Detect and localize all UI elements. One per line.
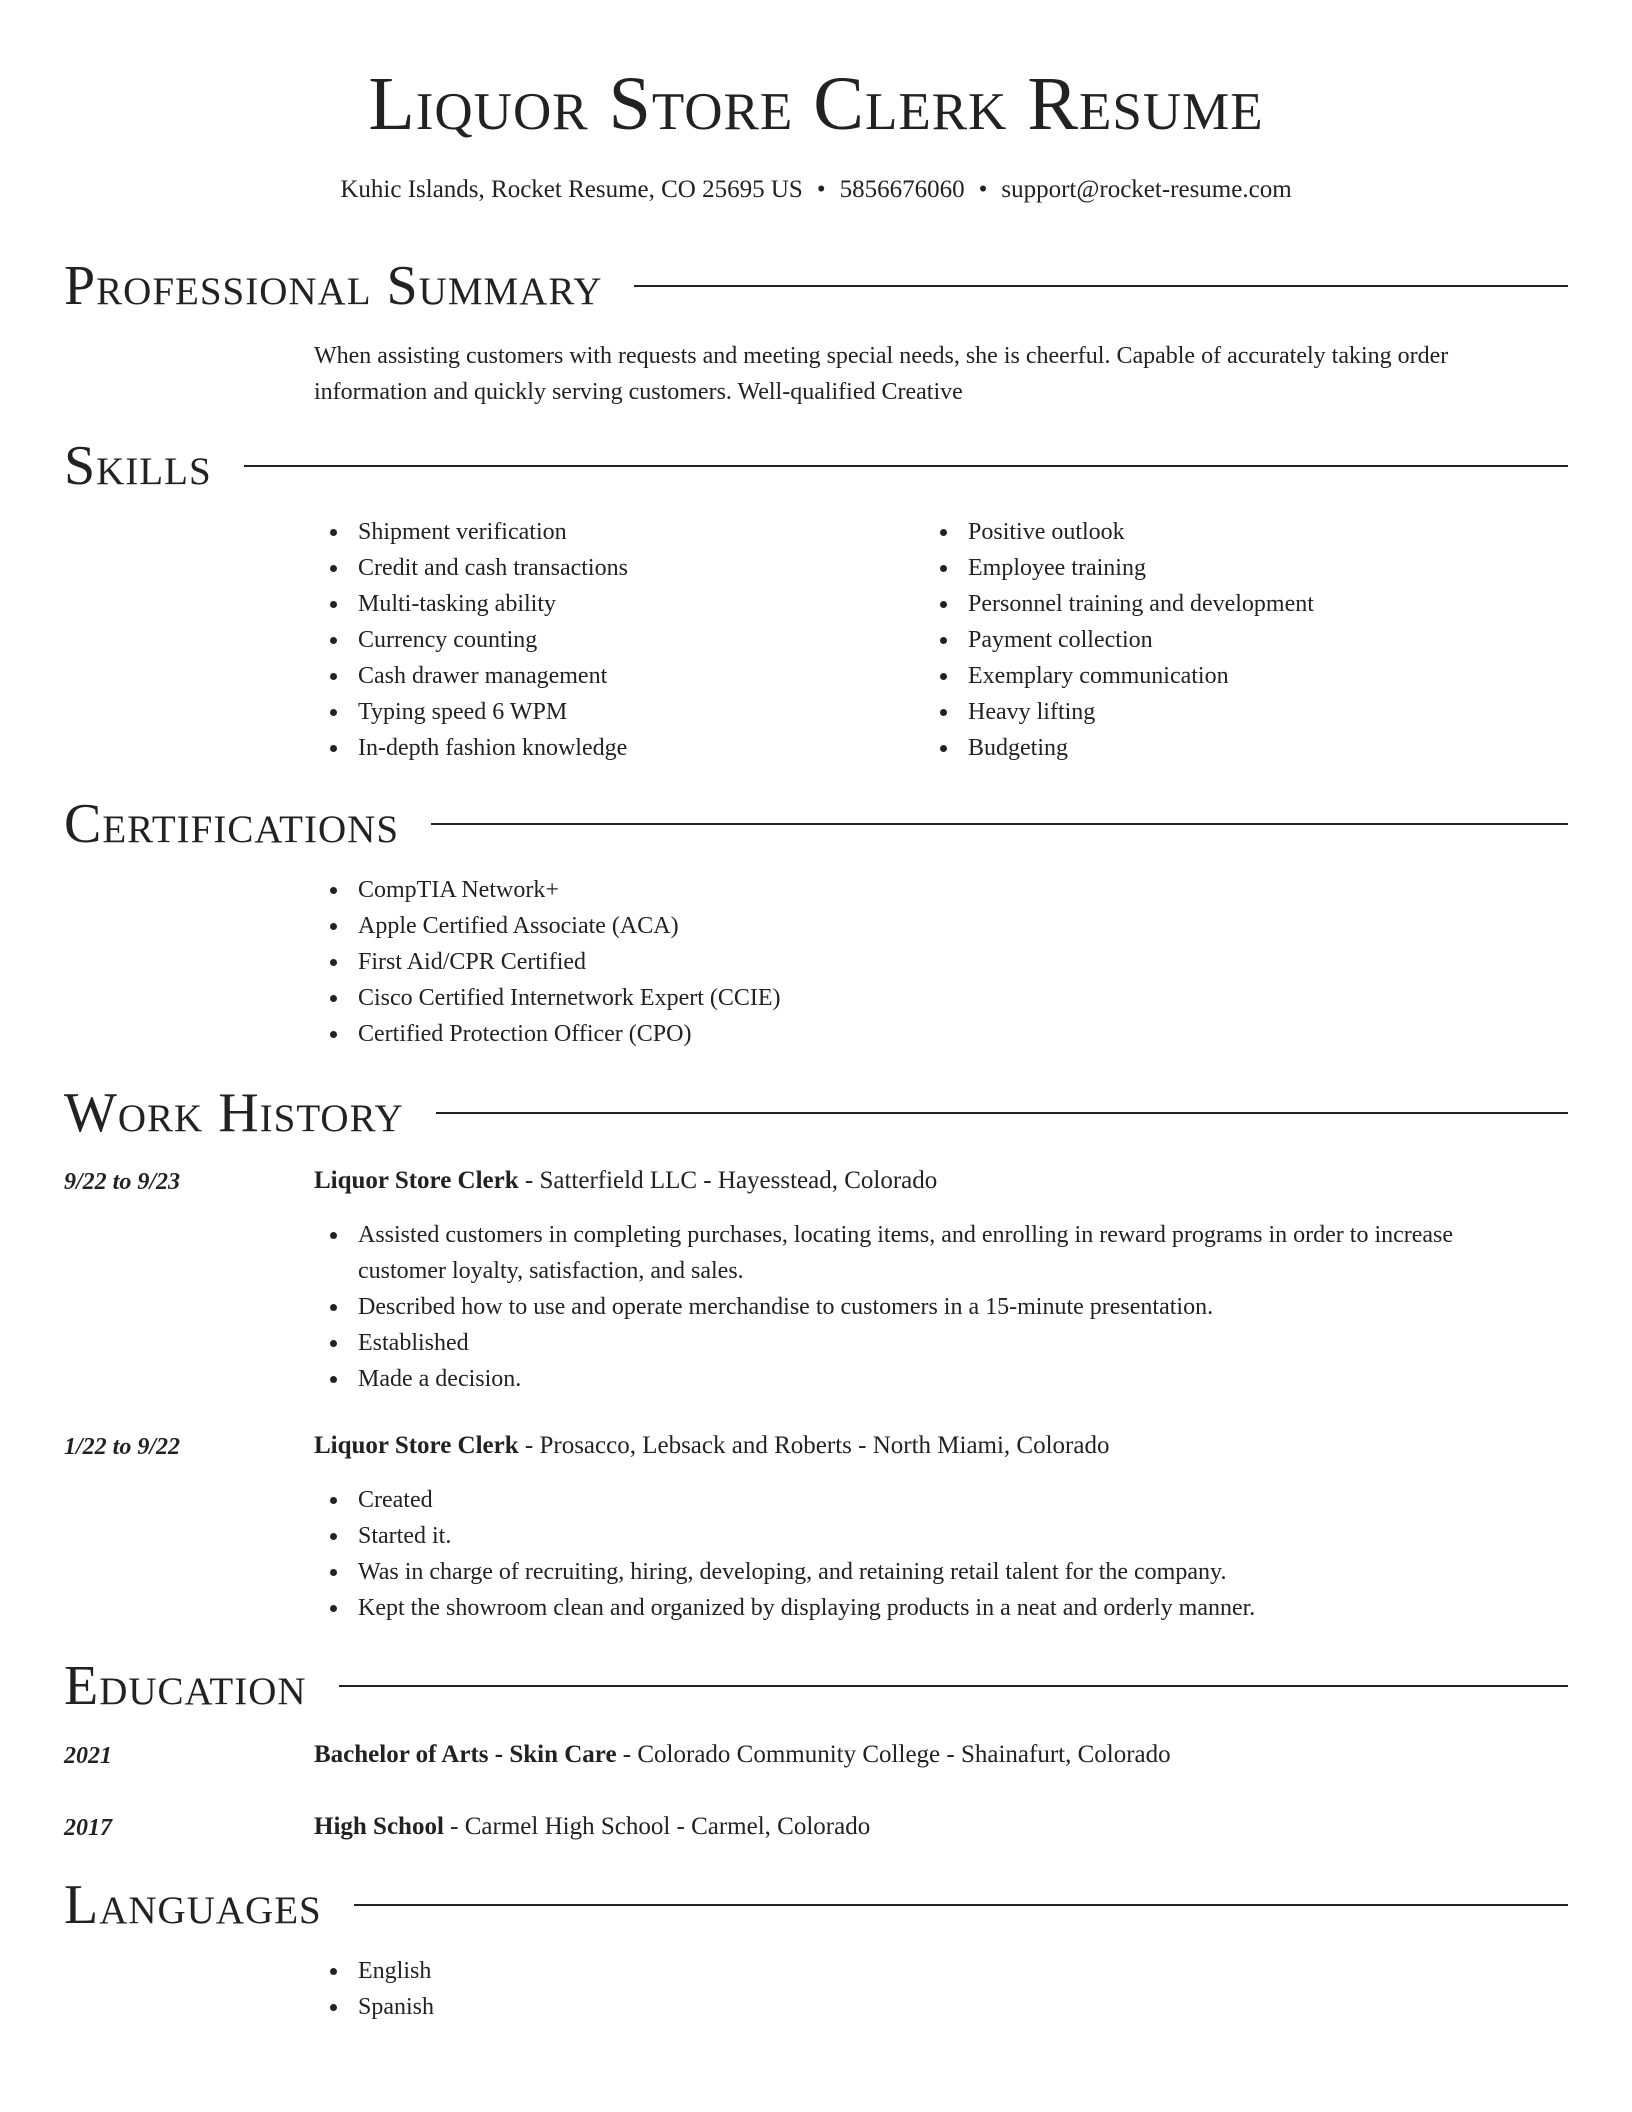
languages-heading: Languages	[64, 1874, 322, 1936]
skill-item: Multi-tasking ability	[314, 586, 894, 622]
job-details: - Prosacco, Lebsack and Roberts - North Miami, Colorado	[518, 1432, 1110, 1459]
job-bullets	[314, 1482, 1504, 1626]
job-bullets	[314, 1217, 1504, 1397]
skill-item: Cash drawer management	[314, 658, 894, 694]
job-bullet: Kept the showroom clean and organized by displaying products in a neat and orderly manner.	[314, 1590, 1504, 1626]
summary-section-header	[64, 254, 1568, 318]
job-dates: 1/22 to 9/22	[64, 1434, 181, 1460]
skill-item: Heavy lifting	[924, 694, 1524, 730]
job-heading	[314, 1163, 937, 1199]
education-year: 2017	[64, 1815, 112, 1841]
job-details: - Satterfield LLC - Hayesstead, Colorado	[518, 1167, 938, 1194]
skill-item: Exemplary communication	[924, 658, 1524, 694]
languages-list	[314, 1953, 1504, 2025]
section-divider	[339, 1685, 1568, 1687]
job-bullet: Started it.	[314, 1518, 1504, 1554]
skill-item: Budgeting	[924, 730, 1524, 766]
skill-item: Payment collection	[924, 622, 1524, 658]
summary-text: When assisting customers with requests and meeting special needs, she is cheerful. Capable of accurately taking order information and quickly serving customers. Well-qualified Creative	[314, 343, 1449, 405]
language-item: English	[314, 1953, 1504, 1989]
skills-list-right	[924, 514, 1524, 766]
job-heading	[314, 1428, 1109, 1464]
job-bullet: Was in charge of recruiting, hiring, developing, and retaining retail talent for the company.	[314, 1554, 1504, 1590]
certifications-section-header	[64, 792, 1568, 856]
skills-list-left	[314, 514, 894, 766]
job-dates: 9/22 to 9/23	[64, 1169, 181, 1195]
certification-item: Apple Certified Associate (ACA)	[314, 908, 1504, 944]
education-entry	[314, 1809, 870, 1845]
resume-title: Liquor Store Clerk Resume	[368, 62, 1264, 146]
contact-separator: •	[816, 176, 826, 203]
certification-item: First Aid/CPR Certified	[314, 944, 1504, 980]
education-degree: Bachelor of Arts - Skin Care	[314, 1741, 617, 1768]
work-section-header	[64, 1081, 1568, 1145]
skill-item: Positive outlook	[924, 514, 1524, 550]
job-bullet: Made a decision.	[314, 1361, 1504, 1397]
job-bullet: Described how to use and operate merchandise to customers in a 15-minute presentation.	[314, 1289, 1504, 1325]
skills-heading: Skills	[64, 435, 212, 497]
contact-separator: •	[978, 176, 988, 203]
section-divider	[436, 1112, 1568, 1114]
language-item: Spanish	[314, 1989, 1504, 2025]
certifications-heading: Certifications	[64, 793, 400, 855]
contact-address: Kuhic Islands, Rocket Resume, CO 25695 US	[340, 176, 803, 203]
languages-section-header	[64, 1873, 1568, 1937]
section-divider	[244, 465, 1568, 467]
job-bullet: Created	[314, 1482, 1504, 1518]
summary-heading: Professional Summary	[64, 255, 603, 317]
education-details: - Colorado Community College - Shainafurt, Colorado	[616, 1741, 1171, 1768]
job-title: Liquor Store Clerk	[314, 1167, 519, 1194]
education-details: - Carmel High School - Carmel, Colorado	[443, 1813, 871, 1840]
certification-item: Certified Protection Officer (CPO)	[314, 1016, 1504, 1052]
skill-item: In-depth fashion knowledge	[314, 730, 894, 766]
section-divider	[431, 823, 1568, 825]
certification-item: CompTIA Network+	[314, 872, 1504, 908]
skill-item: Employee training	[924, 550, 1524, 586]
section-divider	[354, 1904, 1568, 1906]
job-bullet: Assisted customers in completing purchases, locating items, and enrolling in reward programs in order to increase customer loyalty, satisfaction, and sales.	[314, 1217, 1504, 1289]
contact-line	[0, 172, 1632, 208]
skill-item: Credit and cash transactions	[314, 550, 894, 586]
certification-item: Cisco Certified Internetwork Expert (CCIE)	[314, 980, 1504, 1016]
skill-item: Personnel training and development	[924, 586, 1524, 622]
skills-section-header	[64, 434, 1568, 498]
education-entry	[314, 1737, 1171, 1773]
education-heading: Education	[64, 1655, 307, 1717]
education-year: 2021	[64, 1743, 112, 1769]
job-title: Liquor Store Clerk	[314, 1432, 519, 1459]
contact-phone: 5856676060	[839, 176, 965, 203]
education-degree: High School	[314, 1813, 444, 1840]
skill-item: Typing speed 6 WPM	[314, 694, 894, 730]
work-heading: Work History	[64, 1082, 404, 1144]
certifications-list	[314, 872, 1504, 1052]
contact-email[interactable]: support@rocket-resume.com	[1001, 176, 1292, 203]
skill-item: Shipment verification	[314, 514, 894, 550]
section-divider	[634, 285, 1568, 287]
job-bullet: Established	[314, 1325, 1504, 1361]
education-section-header	[64, 1654, 1568, 1718]
skill-item: Currency counting	[314, 622, 894, 658]
